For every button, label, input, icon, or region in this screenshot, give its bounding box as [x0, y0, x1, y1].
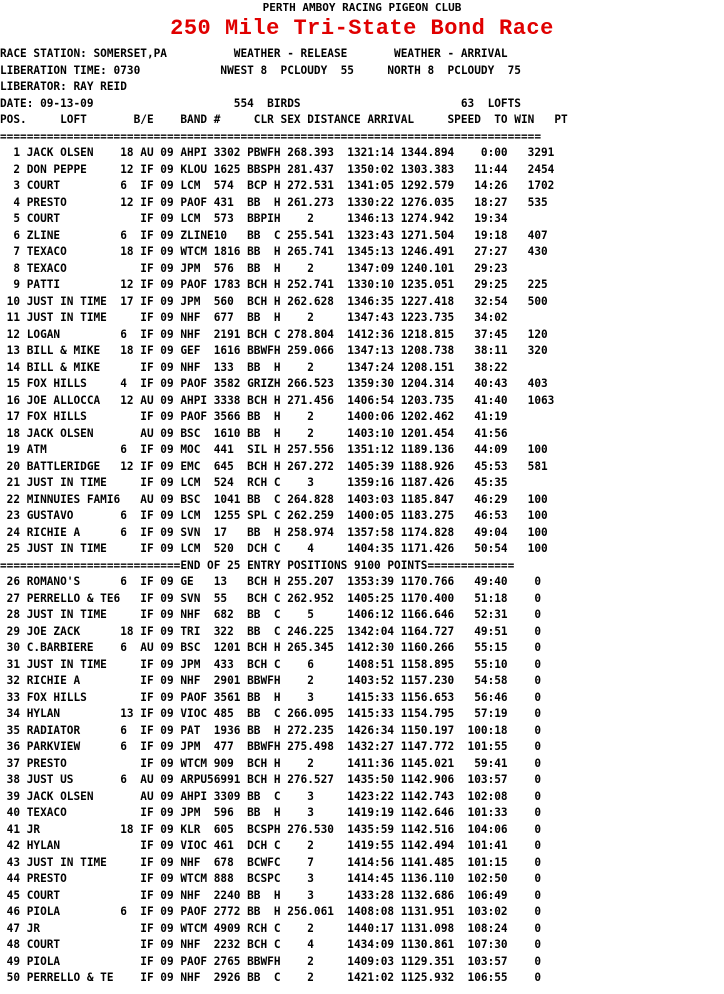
- result-row: 26 ROMANO'S 6 IF 09 GE 13 BCH H 255.207 1353:39 1170.766 49:40 0: [0, 575, 541, 588]
- result-row: 33 FOX HILLS IF 09 PAOF 3561 BB H 3 1415:33 1156.653 56:46 0: [0, 690, 541, 704]
- race-title: 250 Mile Tri-State Bond Race: [170, 16, 554, 41]
- race-info-line: LIBERATION TIME: 0730 NWEST 8 PCLOUDY 55 NORTH 8 PCLOUDY 75: [0, 63, 521, 77]
- separator-line: =================================================================================: [0, 129, 541, 143]
- result-row: 50 PERRELLO & TE IF 09 NHF 2926 BB C 2 1421:02 1125.932 106:55 0: [0, 971, 541, 984]
- result-row: 3 COURT 6 IF 09 LCM 574 BCP H 272.531 1341:05 1292.579 14:26 1702: [0, 179, 555, 192]
- result-row: 18 JACK OLSEN AU 09 BSC 1610 BB H 2 1403:10 1201.454 41:56: [0, 426, 508, 440]
- result-row: 12 LOGAN 6 IF 09 NHF 2191 BCH C 278.804 1412:36 1218.815 37:45 120: [0, 327, 548, 341]
- result-row: 11 JUST IN TIME IF 09 NHF 677 BB H 2 1347:43 1223.735 34:02: [0, 311, 508, 324]
- result-row: 35 RADIATOR 6 IF 09 PAT 1936 BB H 272.235 1426:34 1150.197 100:18 0: [0, 723, 541, 737]
- result-row: 28 JUST IN TIME IF 09 NHF 682 BB C 5 1406:12 1166.646 52:31 0: [0, 608, 541, 621]
- result-row: 36 PARKVIEW 6 IF 09 JPM 477 BBWFH 275.498 1432:27 1147.772 101:55 0: [0, 740, 541, 753]
- result-row: 7 TEXACO 18 IF 09 WTCM 1816 BB H 265.741 1345:13 1246.491 27:27 430: [0, 245, 548, 258]
- result-row: 27 PERRELLO & TE6 IF 09 SVN 55 BCH C 262.952 1405:25 1170.400 51:18 0: [0, 591, 541, 605]
- result-row: 9 PATTI 12 IF 09 PAOF 1783 BCH H 252.741 1330:10 1235.051 29:25 225: [0, 278, 548, 291]
- end-of-positions-divider: ===========================END OF 25 ENTRY POSITIONS 9100 POINTS=============: [0, 558, 515, 572]
- result-row: 49 PIOLA IF 09 PAOF 2765 BBWFH 2 1409:03 1129.351 103:57 0: [0, 954, 541, 968]
- result-row: 22 MINNUIES FAMI6 AU 09 BSC 1041 BB C 264.828 1403:03 1185.847 46:29 100: [0, 492, 548, 506]
- result-row: 30 C.BARBIERE 6 AU 09 BSC 1201 BCH H 265.345 1412:30 1160.266 55:15 0: [0, 641, 541, 654]
- result-row: 45 COURT IF 09 NHF 2240 BB H 3 1433:28 1132.686 106:49 0: [0, 888, 541, 902]
- result-row: 32 RICHIE A IF 09 NHF 2901 BBWFH 2 1403:52 1157.230 54:58 0: [0, 674, 541, 687]
- result-row: 21 JUST IN TIME IF 09 LCM 524 RCH C 3 1359:16 1187.426 45:35: [0, 476, 508, 489]
- result-row: 19 ATM 6 IF 09 MOC 441 SIL H 257.556 1351:12 1189.136 44:09 100: [0, 443, 548, 456]
- result-row: 1 JACK OLSEN 18 AU 09 AHPI 3302 PBWFH 268.393 1321:14 1344.894 0:00 3291: [0, 146, 555, 159]
- result-row: 47 JR IF 09 WTCM 4909 RCH C 2 1440:17 1131.098 108:24 0: [0, 921, 541, 935]
- result-row: 42 HYLAN IF 09 VIOC 461 DCH C 2 1419:55 1142.494 101:41 0: [0, 839, 541, 852]
- result-row: 44 PRESTO IF 09 WTCM 888 BCSPC 3 1414:45 1136.110 102:50 0: [0, 872, 541, 885]
- result-row: 34 HYLAN 13 IF 09 VIOC 485 BB C 266.095 1415:33 1154.795 57:19 0: [0, 707, 541, 720]
- result-row: 37 PRESTO IF 09 WTCM 909 BCH H 2 1411:36 1145.021 59:41 0: [0, 756, 541, 770]
- result-row: 2 DON PEPPE 12 IF 09 KLOU 1625 BBSPH 281.437 1350:02 1303.383 11:44 2454: [0, 162, 555, 176]
- result-row: 23 GUSTAVO 6 IF 09 LCM 1255 SPL C 262.259 1400:05 1183.275 46:53 100: [0, 509, 548, 522]
- result-row: 24 RICHIE A 6 IF 09 SVN 17 BB H 258.974 1357:58 1174.828 49:04 100: [0, 525, 548, 539]
- result-row: 16 JOE ALLOCCA 12 AU 09 AHPI 3338 BCH H 271.456 1406:54 1203.735 41:40 1063: [0, 393, 555, 407]
- result-row: 13 BILL & MIKE 18 IF 09 GEF 1616 BBWFH 259.066 1347:13 1208.738 38:11 320: [0, 344, 548, 357]
- result-row: 25 JUST IN TIME IF 09 LCM 520 DCH C 4 1404:35 1171.426 50:54 100: [0, 542, 548, 555]
- column-header: POS. LOFT B/E BAND # CLR SEX DISTANCE ARRIVAL SPEED TO WIN PT: [0, 113, 568, 126]
- result-row: 15 FOX HILLS 4 IF 09 PAOF 3582 GRIZH 266.523 1359:30 1204.314 40:43 403: [0, 377, 548, 390]
- result-row: 41 JR 18 IF 09 KLR 605 BCSPH 276.530 1435:59 1142.516 104:06 0: [0, 822, 541, 836]
- result-row: 40 TEXACO IF 09 JPM 596 BB H 3 1419:19 1142.646 101:33 0: [0, 806, 541, 819]
- club-name: PERTH AMBOY RACING PIGEON CLUB: [262, 1, 462, 14]
- result-row: 31 JUST IN TIME IF 09 JPM 433 BCH C 6 1408:51 1158.895 55:10 0: [0, 657, 541, 671]
- race-info-line: LIBERATOR: RAY REID: [0, 80, 127, 93]
- result-row: 10 JUST IN TIME 17 IF 09 JPM 560 BCH H 262.628 1346:35 1227.418 32:54 500: [0, 294, 548, 308]
- result-row: 8 TEXACO IF 09 JPM 576 BB H 2 1347:09 1240.101 29:23: [0, 261, 508, 275]
- result-row: 43 JUST IN TIME IF 09 NHF 678 BCWFC 7 1414:56 1141.485 101:15 0: [0, 855, 541, 869]
- result-row: 17 FOX HILLS IF 09 PAOF 3566 BB H 2 1400:06 1202.462 41:19: [0, 410, 508, 423]
- result-row: 29 JOE ZACK 18 IF 09 TRI 322 BB C 246.225 1342:04 1164.727 49:51 0: [0, 624, 541, 638]
- result-row: 14 BILL & MIKE IF 09 NHF 133 BB H 2 1347:24 1208.151 38:22: [0, 360, 508, 374]
- result-row: 20 BATTLERIDGE 12 IF 09 EMC 645 BCH H 267.272 1405:39 1188.926 45:53 581: [0, 459, 548, 473]
- race-info-line: RACE STATION: SOMERSET,PA WEATHER - RELEASE WEATHER - ARRIVAL: [0, 47, 508, 60]
- result-row: 38 JUST US 6 AU 09 ARPU56991 BCH H 276.527 1435:50 1142.906 103:57 0: [0, 773, 541, 786]
- result-row: 5 COURT IF 09 LCM 573 BBPIH 2 1346:13 1274.942 19:34: [0, 212, 508, 225]
- result-row: 6 ZLINE 6 IF 09 ZLINE10 BB C 255.541 1323:43 1271.504 19:18 407: [0, 228, 548, 242]
- result-row: 48 COURT IF 09 NHF 2232 BCH C 4 1434:09 1130.861 107:30 0: [0, 938, 541, 951]
- race-info-line: DATE: 09-13-09 554 BIRDS 63 LOFTS: [0, 96, 521, 110]
- result-row: 39 JACK OLSEN AU 09 AHPI 3309 BB C 3 1423:22 1142.743 102:08 0: [0, 789, 541, 803]
- result-row: 4 PRESTO 12 IF 09 PAOF 431 BB H 261.273 1330:22 1276.035 18:27 535: [0, 195, 548, 209]
- result-row: 46 PIOLA 6 IF 09 PAOF 2772 BB H 256.061 1408:08 1131.951 103:02 0: [0, 905, 541, 918]
